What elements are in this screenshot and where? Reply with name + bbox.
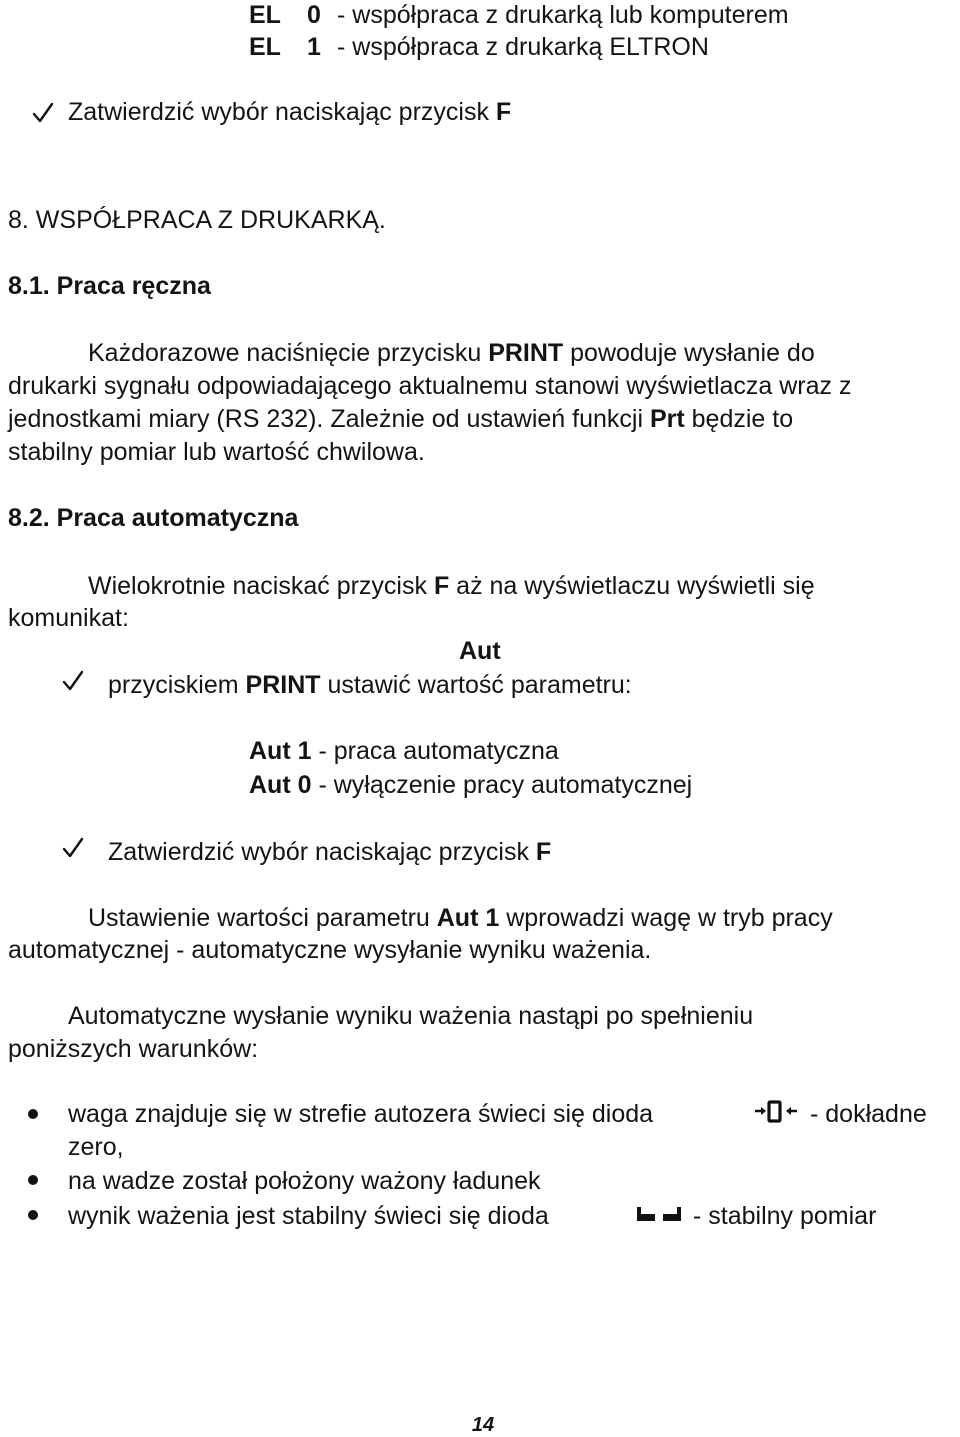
el-desc: - współpraca z drukarką ELTRON <box>337 33 709 61</box>
text-run: jednostkami miary (RS 232). Zależnie od ustawień funkcji <box>8 405 650 433</box>
text-run: Ustawienie wartości parametru <box>88 904 437 932</box>
condition-1 <box>68 1099 653 1129</box>
key-f-label: F <box>433 572 450 600</box>
section-8-2-title: 8.2. Praca automatyczna <box>8 504 299 532</box>
condition-1-suffix <box>810 1099 927 1129</box>
aut-message: Aut <box>459 637 501 665</box>
paragraph-line <box>8 935 651 965</box>
stable-indicator-icon <box>635 1205 685 1225</box>
text-run: zero, <box>68 1133 124 1161</box>
paragraph-line <box>88 903 833 933</box>
text-run: Każdorazowe naciśnięcie przycisku <box>88 339 489 367</box>
aut-option-1 <box>249 736 559 766</box>
condition-2 <box>68 1166 541 1196</box>
condition-1-continued <box>68 1132 124 1162</box>
text-run: poniższych warunków: <box>8 1035 259 1063</box>
aut-param-label: Aut 1 <box>436 904 500 932</box>
text-run: ustawić wartość parametru: <box>320 671 632 699</box>
key-f-label: F <box>535 838 552 866</box>
condition-3 <box>68 1201 549 1231</box>
text-run: Wielokrotnie naciskać przycisk <box>88 572 434 600</box>
checkmark-icon <box>62 836 84 860</box>
section-8-1-title: 8.1. Praca ręczna <box>8 272 211 300</box>
paragraph-line <box>88 571 815 601</box>
confirm-instruction-top <box>68 97 511 127</box>
print-key-label: PRINT <box>488 339 564 367</box>
section-8-heading <box>8 205 386 235</box>
el-num: 1 <box>307 33 321 61</box>
paragraph-line <box>88 338 815 368</box>
aut-option-0 <box>249 770 692 800</box>
text-run: przyciskiem <box>108 671 246 699</box>
text-run: wynik ważenia jest stabilny świeci się dioda <box>68 1202 549 1230</box>
text-run: Zatwierdzić wybór naciskając przycisk <box>108 838 536 866</box>
prt-function-label: Prt <box>649 405 685 433</box>
confirm-text: Zatwierdzić wybór naciskając przycisk <box>68 98 496 126</box>
bullet-icon <box>28 1175 38 1185</box>
text-run: - stabilny pomiar <box>693 1202 877 1230</box>
paragraph-line <box>8 1034 258 1064</box>
text-run: komunikat: <box>8 604 129 632</box>
paragraph-line <box>8 404 793 434</box>
bullet-icon <box>28 1109 38 1119</box>
el-code: EL <box>249 33 281 61</box>
paragraph-line <box>68 1001 753 1031</box>
el-option-1 <box>249 32 709 62</box>
condition-3-suffix <box>693 1201 876 1231</box>
section-8-2-heading <box>8 503 298 533</box>
text-run: wprowadzi wagę w tryb pracy <box>499 904 833 932</box>
el-num: 0 <box>307 1 321 29</box>
text-run: aż na wyświetlaczu wyświetli się <box>449 572 815 600</box>
text-run: powoduje wysłanie do <box>563 339 815 367</box>
display-message <box>459 636 501 666</box>
step-set-parameter <box>108 670 632 700</box>
paragraph-line <box>8 437 425 467</box>
text-run: waga znajduje się w strefie autozera świeci się dioda <box>68 1100 654 1128</box>
paragraph-line <box>8 603 129 633</box>
page-number <box>0 1413 960 1437</box>
zero-indicator-icon <box>753 1100 799 1124</box>
aut-option-desc: - wyłączenie pracy automatycznej <box>311 771 693 799</box>
checkmark-icon <box>62 669 84 693</box>
text-run: stabilny pomiar lub wartość chwilowa. <box>8 438 425 466</box>
print-key-label: PRINT <box>245 671 321 699</box>
aut-option-code: Aut 0 <box>249 771 312 799</box>
el-code: EL <box>249 1 281 29</box>
page-number-text: 14 <box>471 1414 495 1436</box>
section-8-title: 8. WSPÓŁPRACA Z DRUKARKĄ. <box>8 206 386 234</box>
el-option-0 <box>249 0 789 30</box>
step-confirm <box>108 837 551 867</box>
text-run: będzie to <box>684 405 794 433</box>
checkmark-icon <box>32 101 54 125</box>
text-run: - dokładne <box>810 1100 927 1128</box>
text-run: drukarki sygnału odpowiadającego aktualnemu stanowi wyświetlacza wraz z <box>8 372 852 400</box>
aut-option-code: Aut 1 <box>249 737 312 765</box>
text-run: na wadze został położony ważony ładunek <box>68 1167 541 1195</box>
key-f-label: F <box>495 98 512 126</box>
bullet-icon <box>28 1210 38 1220</box>
aut-option-desc: - praca automatyczna <box>311 737 559 765</box>
text-run: automatycznej - automatyczne wysyłanie wyniku ważenia. <box>8 936 652 964</box>
el-desc: - współpraca z drukarką lub komputerem <box>337 1 789 29</box>
paragraph-line <box>8 371 851 401</box>
text-run: Automatyczne wysłanie wyniku ważenia nastąpi po spełnieniu <box>68 1002 754 1030</box>
section-8-1-heading <box>8 271 211 301</box>
